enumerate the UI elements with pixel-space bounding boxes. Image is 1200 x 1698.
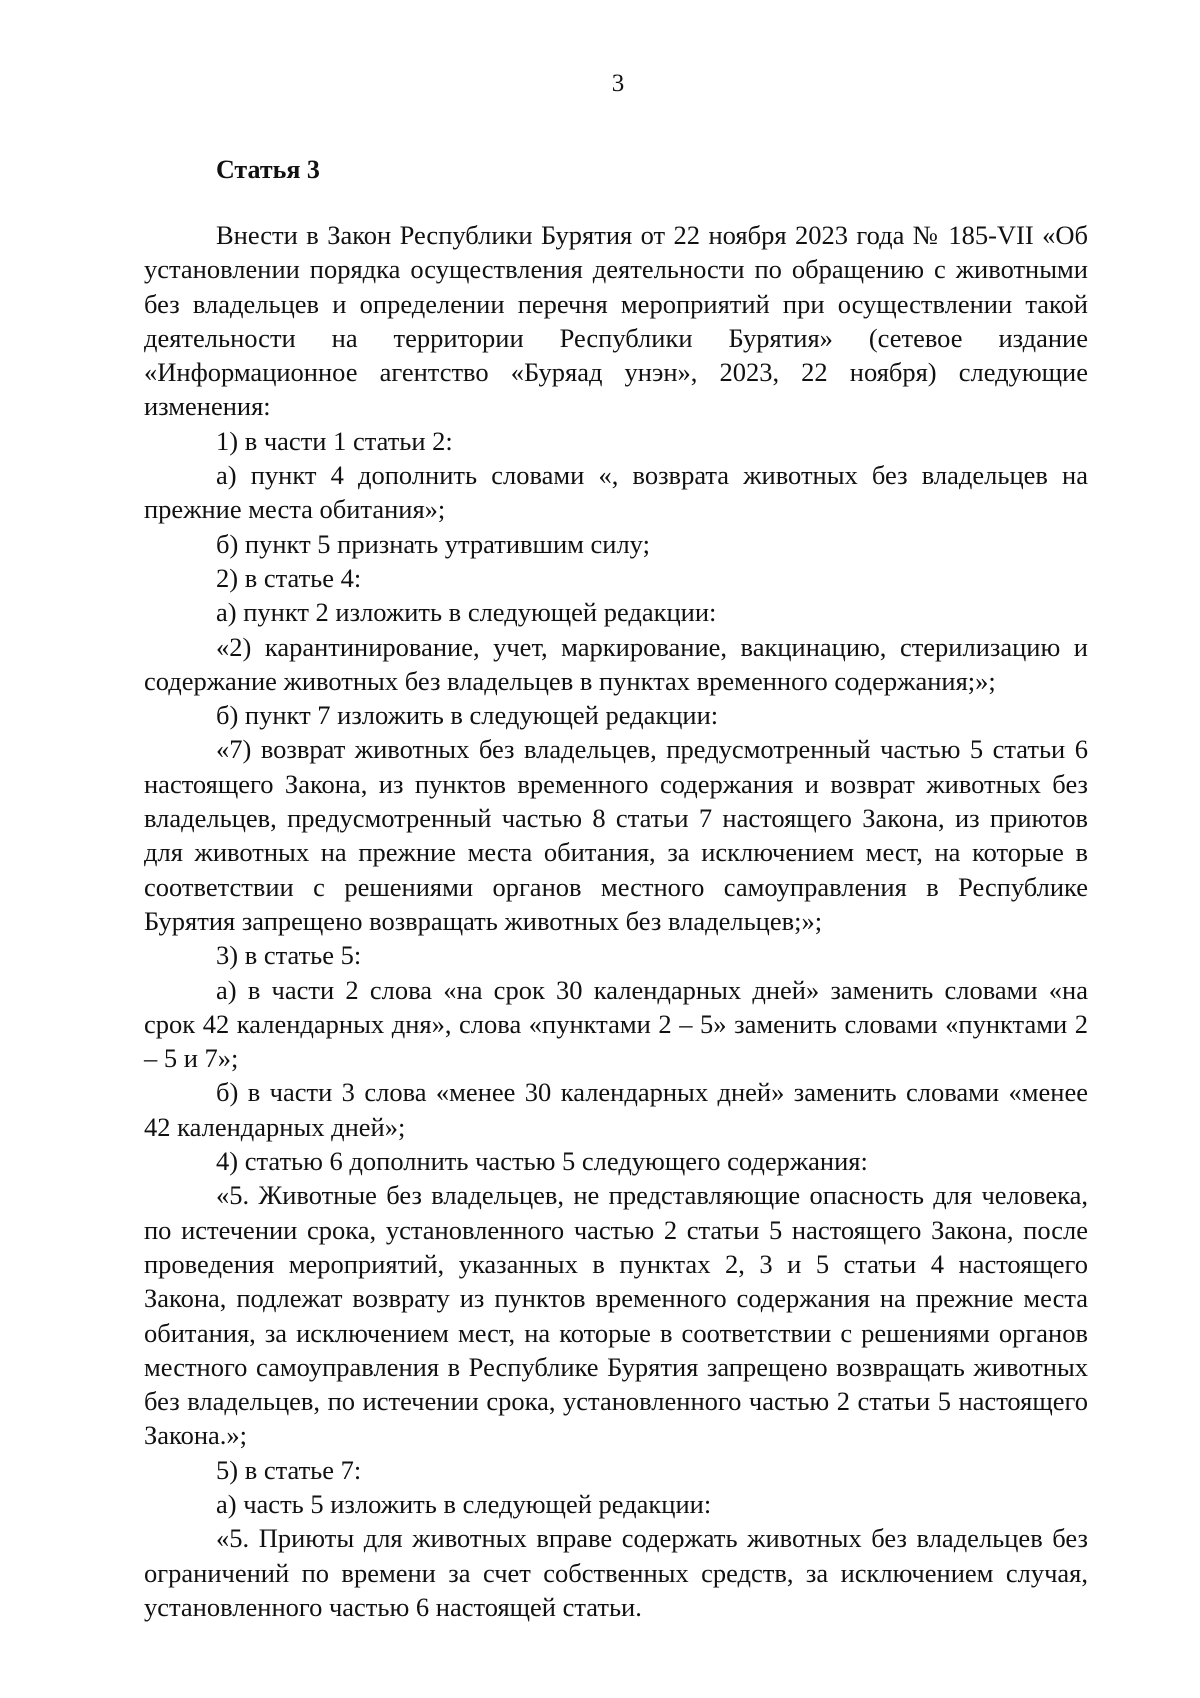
paragraph-intro: Внести в Закон Республики Бурятия от 22 ноября 2023 года № 185-VII «Об установлении порядка осуществления деятельности по обращению с животными без владельцев и определении перечня мероприятий при осуществлении такой деятельности на территории Республики Бурятия» (сетевое издание «Информационное агентство «Буряад унэн», 2023, 22 ноября) следующие изменения:	[144, 220, 1088, 422]
paragraph-item-2b: б) пункт 7 изложить в следующей редакции:	[216, 700, 719, 731]
article-heading: Статья 3	[216, 155, 320, 184]
paragraph-item-4: 4) статью 6 дополнить частью 5 следующего содержания:	[216, 1146, 868, 1177]
paragraph-item-3: 3) в статье 5:	[216, 940, 362, 971]
paragraph-item-4-text: «5. Животные без владельцев, не представляющие опасность для человека, по истечении срока, установленного частью 2 статьи 5 настоящего Закона, после проведения мероприятий, указанных в пунктах 2, 3 и 5 статьи 4 настоящего Закона, подлежат возврату из пунктов временного содержания на прежние места обитания, за исключением мест, на которые в соответствии с решениями органов местного самоуправления в Республике Бурятия запрещено возвращать животных без владельцев, по истечении срока, установленного частью 2 статьи 5 настоящего Закона.»;	[144, 1180, 1088, 1451]
paragraph-item-1b: б) пункт 5 признать утратившим силу;	[216, 528, 650, 559]
paragraph-item-2a-text: «2) карантинирование, учет, маркирование, вакцинацию, стерилизацию и содержание животных без владельцев в пунктах временного содержания;»;	[144, 631, 1088, 696]
paragraph-item-5: 5) в статье 7:	[216, 1454, 362, 1485]
paragraph-item-2: 2) в статье 4:	[216, 562, 362, 593]
paragraph-item-3b: б) в части 3 слова «менее 30 календарных дней» заменить словами «менее 42 календарных дней»;	[144, 1077, 1088, 1142]
paragraph-item-1: 1) в части 1 статьи 2:	[216, 425, 453, 456]
paragraph-item-5a: а) часть 5 изложить в следующей редакции:	[216, 1488, 712, 1519]
paragraph-item-3a: а) в части 2 слова «на срок 30 календарных дней» заменить словами «на срок 42 календарных дня», слова «пунктами 2 – 5» заменить словами «пунктами 2 – 5 и 7»;	[144, 974, 1088, 1074]
page-number: 3	[611, 70, 625, 97]
document-body	[144, 218, 1088, 1624]
paragraph-item-2a: а) пункт 2 изложить в следующей редакции:	[216, 597, 717, 628]
paragraph-item-1a: а) пункт 4 дополнить словами «, возврата животных без владельцев на прежние места обитания»;	[144, 460, 1088, 525]
paragraph-item-2b-text: «7) возврат животных без владельцев, предусмотренный частью 5 статьи 6 настоящего Закона, из пунктов временного содержания и возврат животных без владельцев, предусмотренный частью 8 статьи 7 настоящего Закона, из приютов для животных на прежние места обитания, за исключением мест, на которые в соответствии с решениями органов местного самоуправления в Республике Бурятия запрещено возвращать животных без владельцев;»;	[144, 734, 1088, 936]
paragraph-item-5a-text: «5. Приюты для животных вправе содержать животных без владельцев без ограничений по времени за счет собственных средств, за исключением случая, установленного частью 6 настоящей статьи.	[144, 1523, 1088, 1622]
